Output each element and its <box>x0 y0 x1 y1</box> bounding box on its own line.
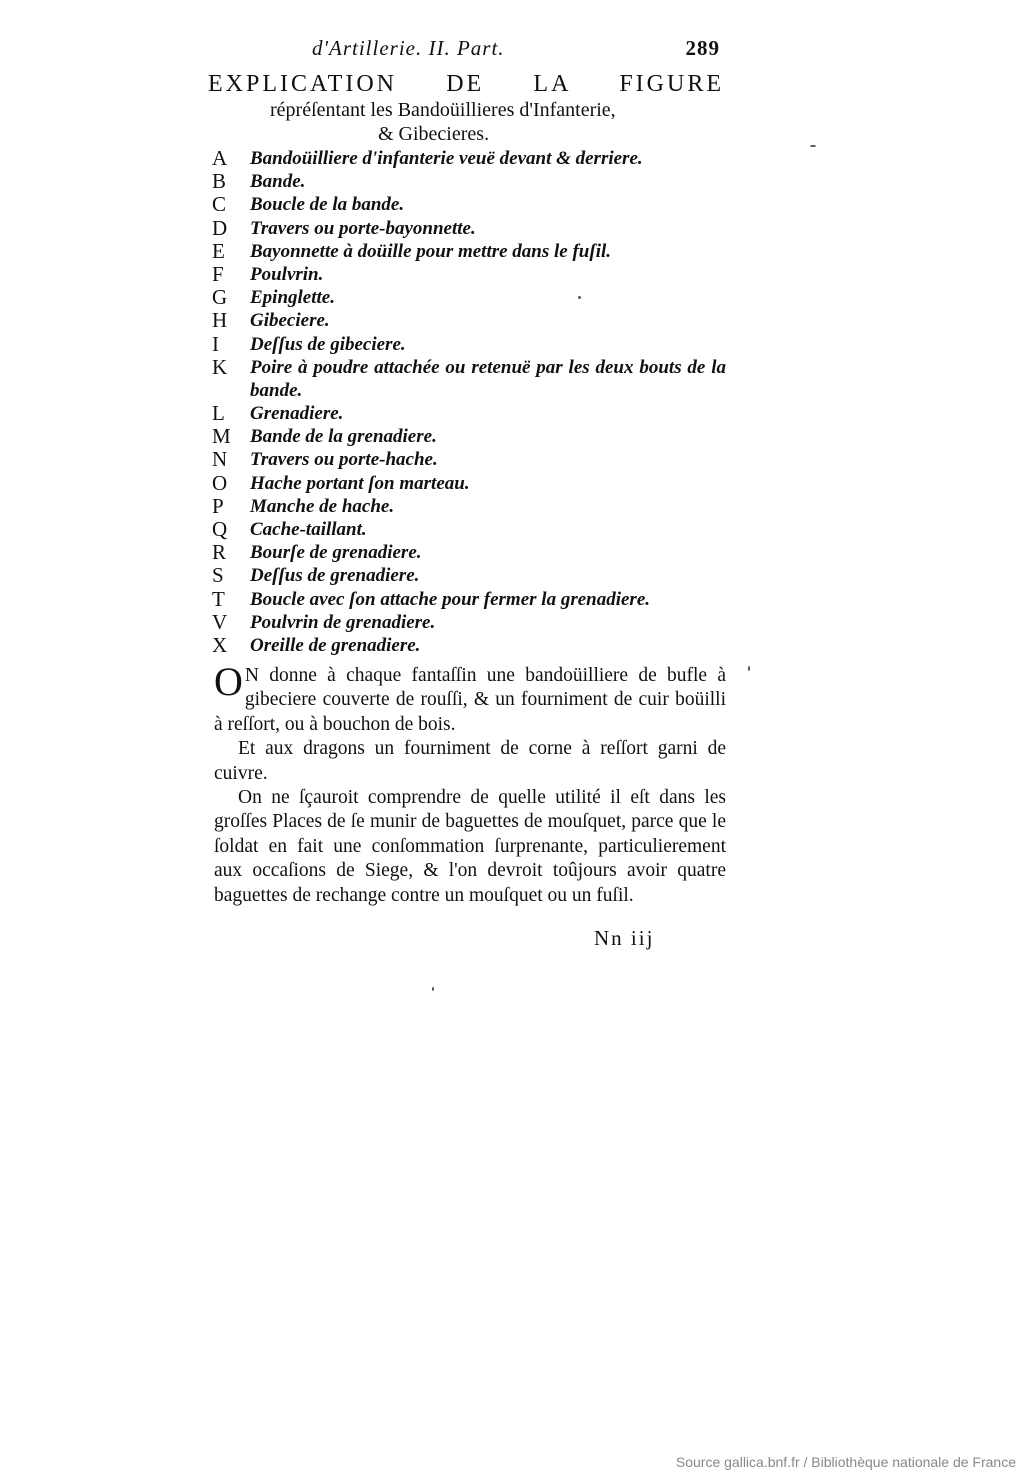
legend-item <box>212 286 732 309</box>
legend-text: Oreille de grenadiere. <box>250 634 421 656</box>
legend-text: Cache-taillant. <box>250 519 367 541</box>
legend-item <box>212 448 732 471</box>
subtitle-line-2: & Gibecieres. <box>378 123 490 145</box>
legend-letter: C <box>212 192 227 217</box>
subtitle-line-1: répréſentant les Bandoüillieres d'Infanterie, <box>270 99 616 121</box>
ink-speck <box>748 666 750 671</box>
legend-letter: E <box>212 238 225 263</box>
legend-item <box>212 309 732 332</box>
legend-letter: R <box>212 540 227 565</box>
legend-text: Boucle avec ſon attache pour fermer la grenadiere. <box>250 588 651 610</box>
legend-letter: P <box>212 493 224 518</box>
legend-letter: F <box>212 261 224 286</box>
paragraph-3: On ne ſçauroit comprendre de quelle utilité il eſt dans les groſſes Places de ſe munir de baguettes de mouſquet, parce que le ſoldat en fait une conſommation ſurprenante, particulierement aux occaſions de Siege, & l'on devroit toûjours avoir quatre baguettes de rechange contre un mouſquet ou un fuſil. <box>214 787 726 906</box>
source-credit: Source gallica.bnf.fr / Bibliothèque nationale de France <box>675 1454 1016 1470</box>
legend-text: Gibeciere. <box>250 310 330 332</box>
paragraph-1 <box>214 659 726 737</box>
legend-text: Deſſus de gibeciere. <box>250 333 406 355</box>
legend-text: Bande. <box>250 171 306 193</box>
running-title: d'Artillerie. II. Part. <box>312 36 505 60</box>
legend-item <box>212 611 732 634</box>
legend-text: Bandoüilliere d'infanterie veuë devant & derriere. <box>250 148 643 169</box>
legend-item <box>212 217 732 240</box>
legend-letter: G <box>212 285 228 310</box>
legend-item <box>212 170 732 193</box>
legend-text: Travers ou porte-bayonnette. <box>250 217 476 239</box>
legend-item <box>212 564 732 587</box>
paragraph-1-text: N donne à chaque fantaſſin une bandoüilliere de bufle à gibeciere couverte de rouſſi, & un fourniment de cuir boüilli à reſſort, ou à bouchon de bois. <box>214 665 726 735</box>
legend-item <box>212 472 732 495</box>
legend-item <box>212 356 732 402</box>
legend-item <box>212 634 732 657</box>
page-number: 289 <box>685 36 720 60</box>
legend-text: Hache portant ſon marteau. <box>250 472 470 494</box>
legend-letter: D <box>212 215 228 240</box>
legend-letter: K <box>212 354 228 379</box>
ink-speck <box>432 987 434 991</box>
legend-text: Poire à poudre attachée ou retenuë par les deux bouts de la bande. <box>250 356 726 401</box>
legend-letter: N <box>212 447 228 472</box>
legend-text: Deſſus de grenadiere. <box>250 565 420 587</box>
legend-letter: O <box>212 470 228 495</box>
legend-text: Bayonnette à doüille pour mettre dans le fuſil. <box>250 240 612 262</box>
figure-legend <box>212 147 732 657</box>
legend-letter: V <box>212 609 228 634</box>
legend-text: Travers ou porte-hache. <box>250 449 438 471</box>
legend-letter: T <box>212 586 225 611</box>
legend-text: Epinglette. <box>250 287 335 309</box>
legend-item <box>212 147 732 170</box>
legend-text: Manche de hache. <box>250 495 395 517</box>
legend-letter: H <box>212 308 228 333</box>
ink-speck <box>810 145 816 147</box>
legend-item <box>212 425 732 448</box>
legend-item <box>212 333 732 356</box>
legend-item <box>212 263 732 286</box>
legend-text: Poulvrin. <box>250 263 324 285</box>
legend-item <box>212 518 732 541</box>
ink-speck <box>578 296 581 299</box>
legend-letter: S <box>212 563 224 588</box>
legend-item <box>212 240 732 263</box>
legend-text: Boucle de la bande. <box>250 194 405 216</box>
legend-letter: Q <box>212 517 228 542</box>
legend-letter: L <box>212 401 225 426</box>
legend-item <box>212 193 732 216</box>
legend-letter: M <box>212 424 231 449</box>
legend-text: Bourſe de grenadiere. <box>250 542 422 564</box>
legend-letter: X <box>212 632 228 657</box>
legend-item <box>212 541 732 564</box>
legend-letter: A <box>212 146 228 170</box>
legend-letter: B <box>212 169 227 194</box>
body-text <box>214 659 726 908</box>
page-title: EXPLICATION DE LA FIGURE <box>208 71 724 97</box>
legend-text: Poulvrin de grenadiere. <box>250 611 436 633</box>
running-head <box>300 36 720 64</box>
legend-item <box>212 588 732 611</box>
legend-text: Bande de la grenadiere. <box>250 426 437 448</box>
legend-letter: I <box>212 331 219 356</box>
paragraph-2: Et aux dragons un fourniment de corne à reſſort garni de cuivre. <box>214 738 726 784</box>
drop-cap-initial: O <box>214 659 243 704</box>
legend-text: Grenadiere. <box>250 403 344 425</box>
signature-mark: Nn iij <box>594 926 655 950</box>
legend-item <box>212 402 732 425</box>
legend-item <box>212 495 732 518</box>
